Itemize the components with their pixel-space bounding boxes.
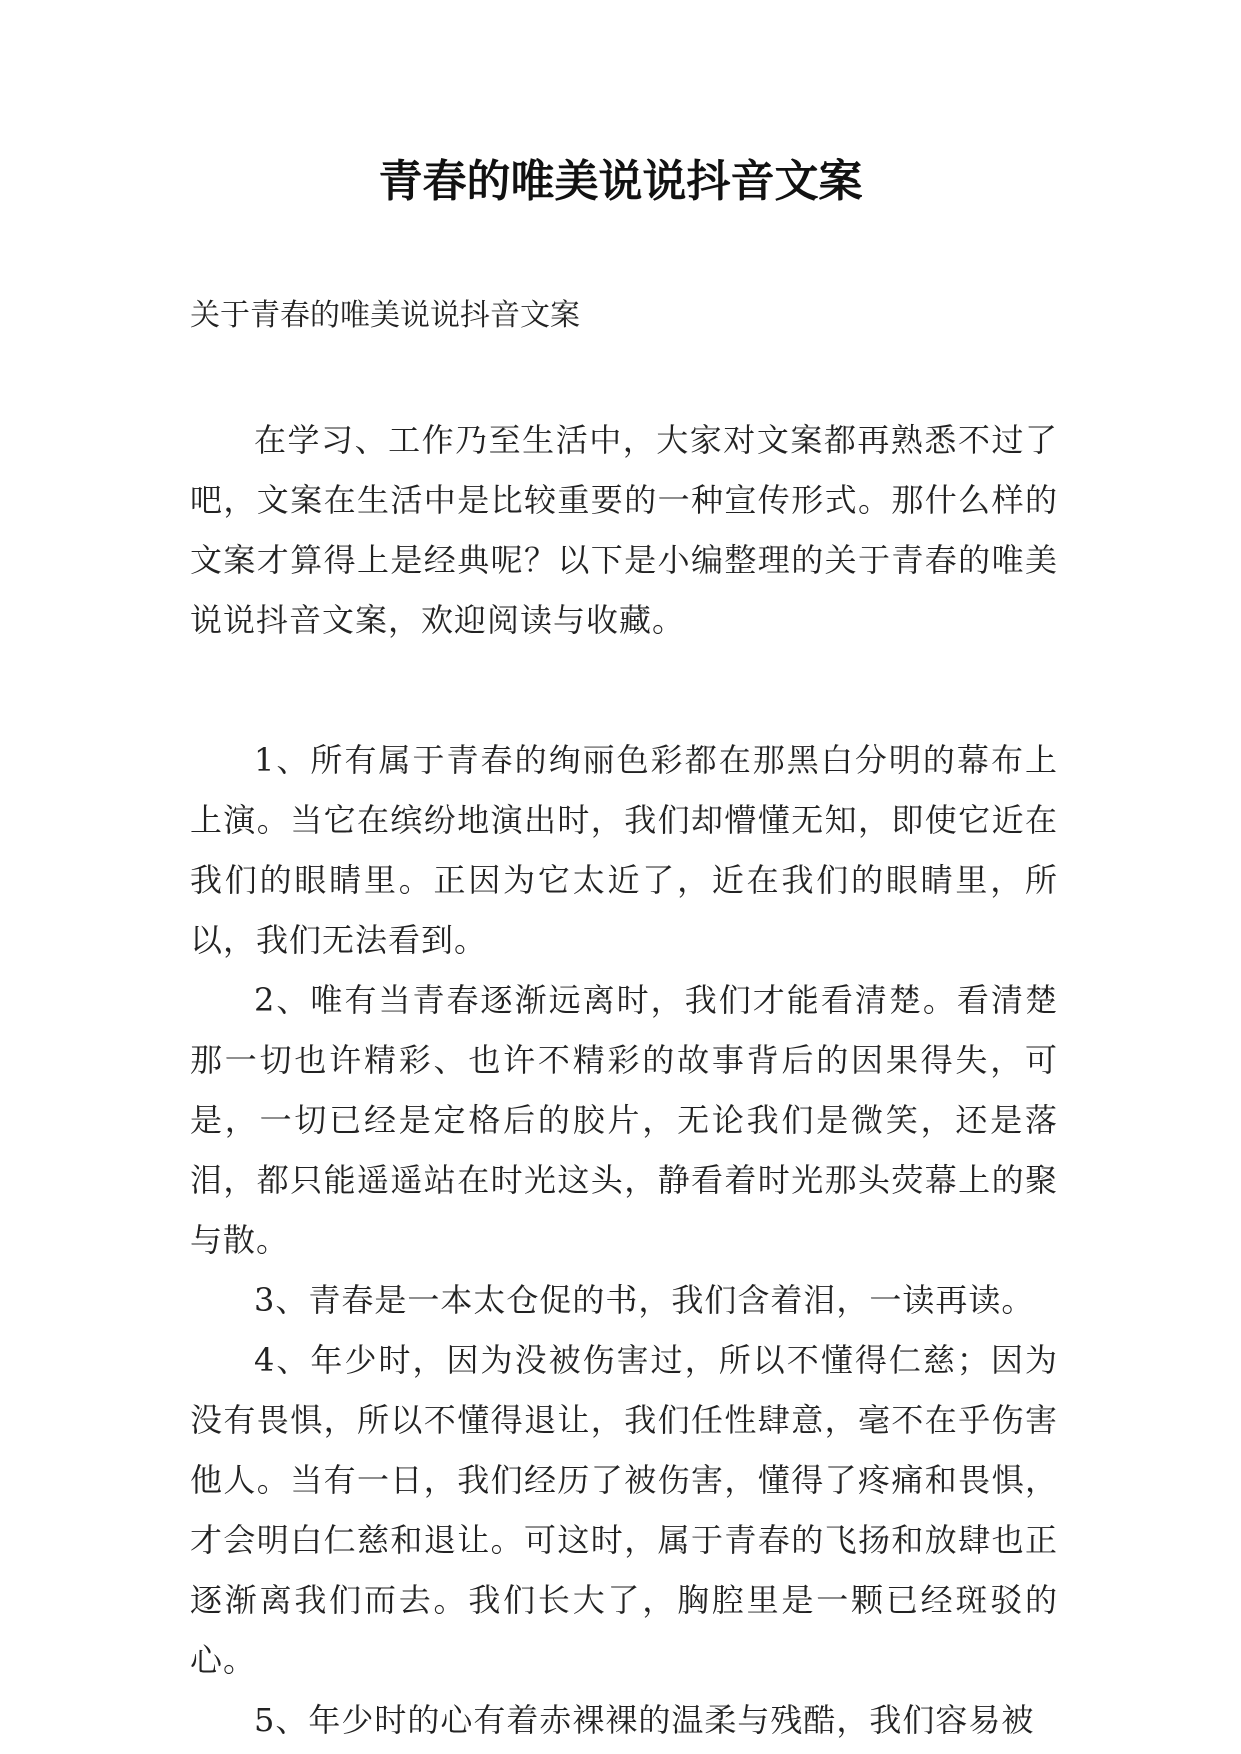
list-item: 2、唯有当青春逐渐远离时，我们才能看清楚。看清楚那一切也许精彩、也许不精彩的故事背后的因果得失，可是，一切已经是定格后的胶片，无论我们是微笑，还是落泪，都只能遥遥站在时光这头，静看着时光那头荧幕上的聚与散。 [190,981,1058,1259]
list-item: 3、青春是一本太仓促的书，我们含着泪，一读再读。 [254,1281,1035,1319]
list-item: 4、年少时，因为没被伤害过，所以不懂得仁慈；因为没有畏惧，所以不懂得退让，我们任性肆意，毫不在乎伤害他人。当有一日，我们经历了被伤害，懂得了疼痛和畏惧，才会明白仁慈和退让。可这时，属于青春的飞扬和放肆也正逐渐离我们而去。我们长大了，胸腔里是一颗已经斑驳的心。 [190,1341,1058,1679]
document-title: 青春的唯美说说抖音文案 [378,156,863,207]
list-item: 5、年少时的心有着赤裸裸的温柔与残酷，我们容易被 [254,1701,1035,1739]
document-subtitle: 关于青春的唯美说说抖音文案 [190,298,580,333]
document-body [190,410,1058,1750]
intro-paragraph: 在学习、工作乃至生活中，大家对文案都再熟悉不过了吧，文案在生活中是比较重要的一种宣传形式。那什么样的文案才算得上是经典呢？以下是小编整理的关于青春的唯美说说抖音文案，欢迎阅读与收藏。 [190,421,1058,639]
list-item: 1、所有属于青春的绚丽色彩都在那黑白分明的幕布上上演。当它在缤纷地演出时，我们却懵懂无知，即使它近在我们的眼睛里。正因为它太近了，近在我们的眼睛里，所以，我们无法看到。 [190,741,1058,959]
